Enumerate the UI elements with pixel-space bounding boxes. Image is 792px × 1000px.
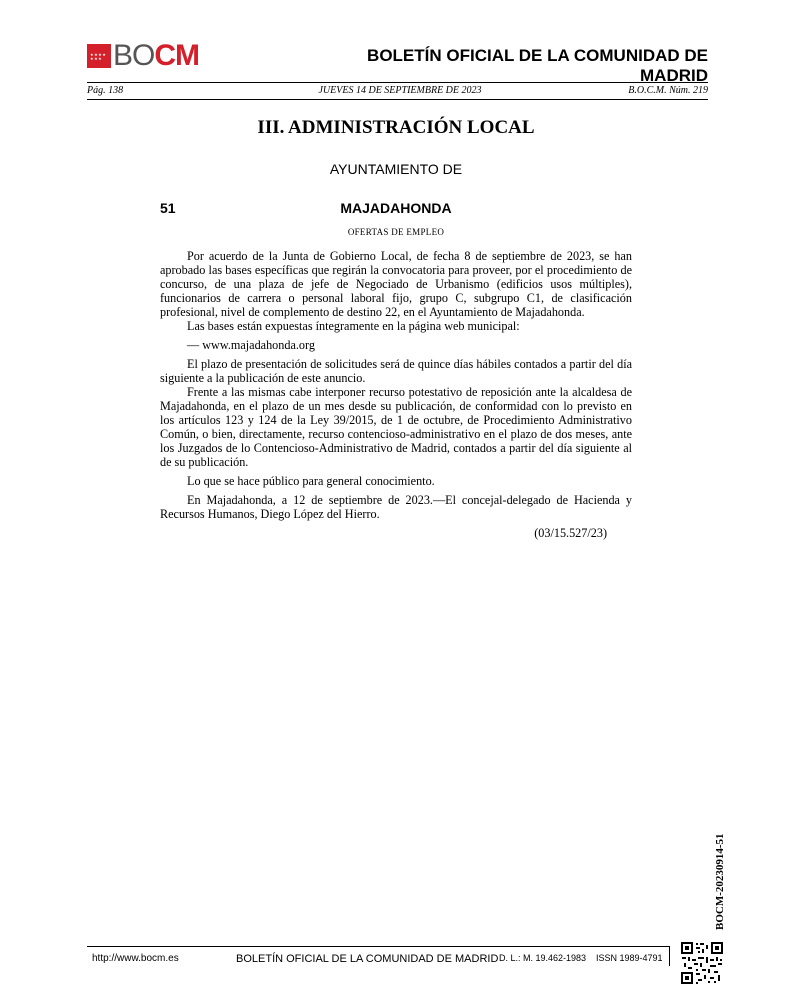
entry-number: 51 xyxy=(160,200,176,216)
paragraph: El plazo de presentación de solicitudes será de quince días hábiles contados a partir del día siguiente a la publicación de este anuncio. xyxy=(160,357,632,385)
subheader-rule xyxy=(87,99,708,100)
reference-code: (03/15.527/23) xyxy=(534,526,607,540)
madrid-flag-icon xyxy=(87,44,111,68)
signature-paragraph: En Majadahonda, a 12 de septiembre de 2023.—El concejal-delegado de Hacienda y Recursos Humanos, Diego López del Hierro. xyxy=(160,493,632,521)
qr-code-icon xyxy=(680,941,724,985)
footer-legal-deposit: D. L.: M. 19.462-1983 xyxy=(499,953,587,963)
ayuntamiento-label: AYUNTAMIENTO DE xyxy=(329,161,463,177)
paragraph: Frente a las mismas cabe interponer recurso potestativo de reposición ante la alcaldesa de Majadahonda, en el plazo de un mes desde su publicación, de conformidad con lo previsto en los artículos 123 y 124 de la Ley 39/2015, de 1 de octubre, de Procedimiento Administrativo Común, o bien, directamente, recurso contencioso-administrativo en el plazo de dos meses, ante los Juzgados de lo Contencioso-Administrativo de Madrid, contados a partir del día siguiente al de su publicación. xyxy=(160,385,632,469)
announcement-body xyxy=(160,249,632,540)
website-link[interactable]: — www.majadahonda.org xyxy=(187,338,315,352)
logo-wordmark: BOCM xyxy=(113,39,200,72)
page-number: Pág. 138 xyxy=(87,85,124,96)
topic-heading: OFERTAS DE EMPLEO xyxy=(347,227,445,237)
header-rule xyxy=(87,82,708,83)
paragraph: Por acuerdo de la Junta de Gobierno Local, de fecha 8 de septiembre de 2023, se han aprobado las bases específicas que regirán la convocatoria para proveer, por el procedimiento de concurso, de una plaza de jefe de Negociado de Urbanismo (edificios usos múltiples), funcionarios de carrera o personal laboral fijo, grupo C, subgrupo C1, de clasificación profesional, nivel de complemento de destino 22, en el Ayuntamiento de Majadahonda. xyxy=(160,249,632,319)
paragraph: Lo que se hace público para general conocimiento. xyxy=(187,474,435,488)
paragraph: Las bases están expuestas íntegramente en la página web municipal: xyxy=(187,319,520,333)
side-document-code xyxy=(708,830,732,930)
footer-title: BOLETÍN OFICIAL DE LA COMUNIDAD DE MADRID xyxy=(236,953,499,965)
footer-url-link[interactable]: http://www.bocm.es xyxy=(92,953,179,964)
footer-rule xyxy=(87,946,669,947)
footer-divider xyxy=(669,946,670,966)
issue-date: JUEVES 14 DE SEPTIEMBRE DE 2023 xyxy=(318,85,482,96)
section-heading: III. ADMINISTRACIÓN LOCAL xyxy=(257,117,535,138)
municipality-name: MAJADAHONDA xyxy=(340,200,452,216)
bulletin-title: BOLETÍN OFICIAL DE LA COMUNIDAD DE MADRID xyxy=(367,46,708,85)
bocm-logo xyxy=(87,39,200,72)
flag-stars: ★★★★ ★★★ xyxy=(90,52,107,61)
issue-number: B.O.C.M. Núm. 219 xyxy=(628,85,708,96)
footer-issn: ISSN 1989-4791 xyxy=(596,953,663,963)
side-code-text: BOCM-20230914-51 xyxy=(714,833,726,930)
